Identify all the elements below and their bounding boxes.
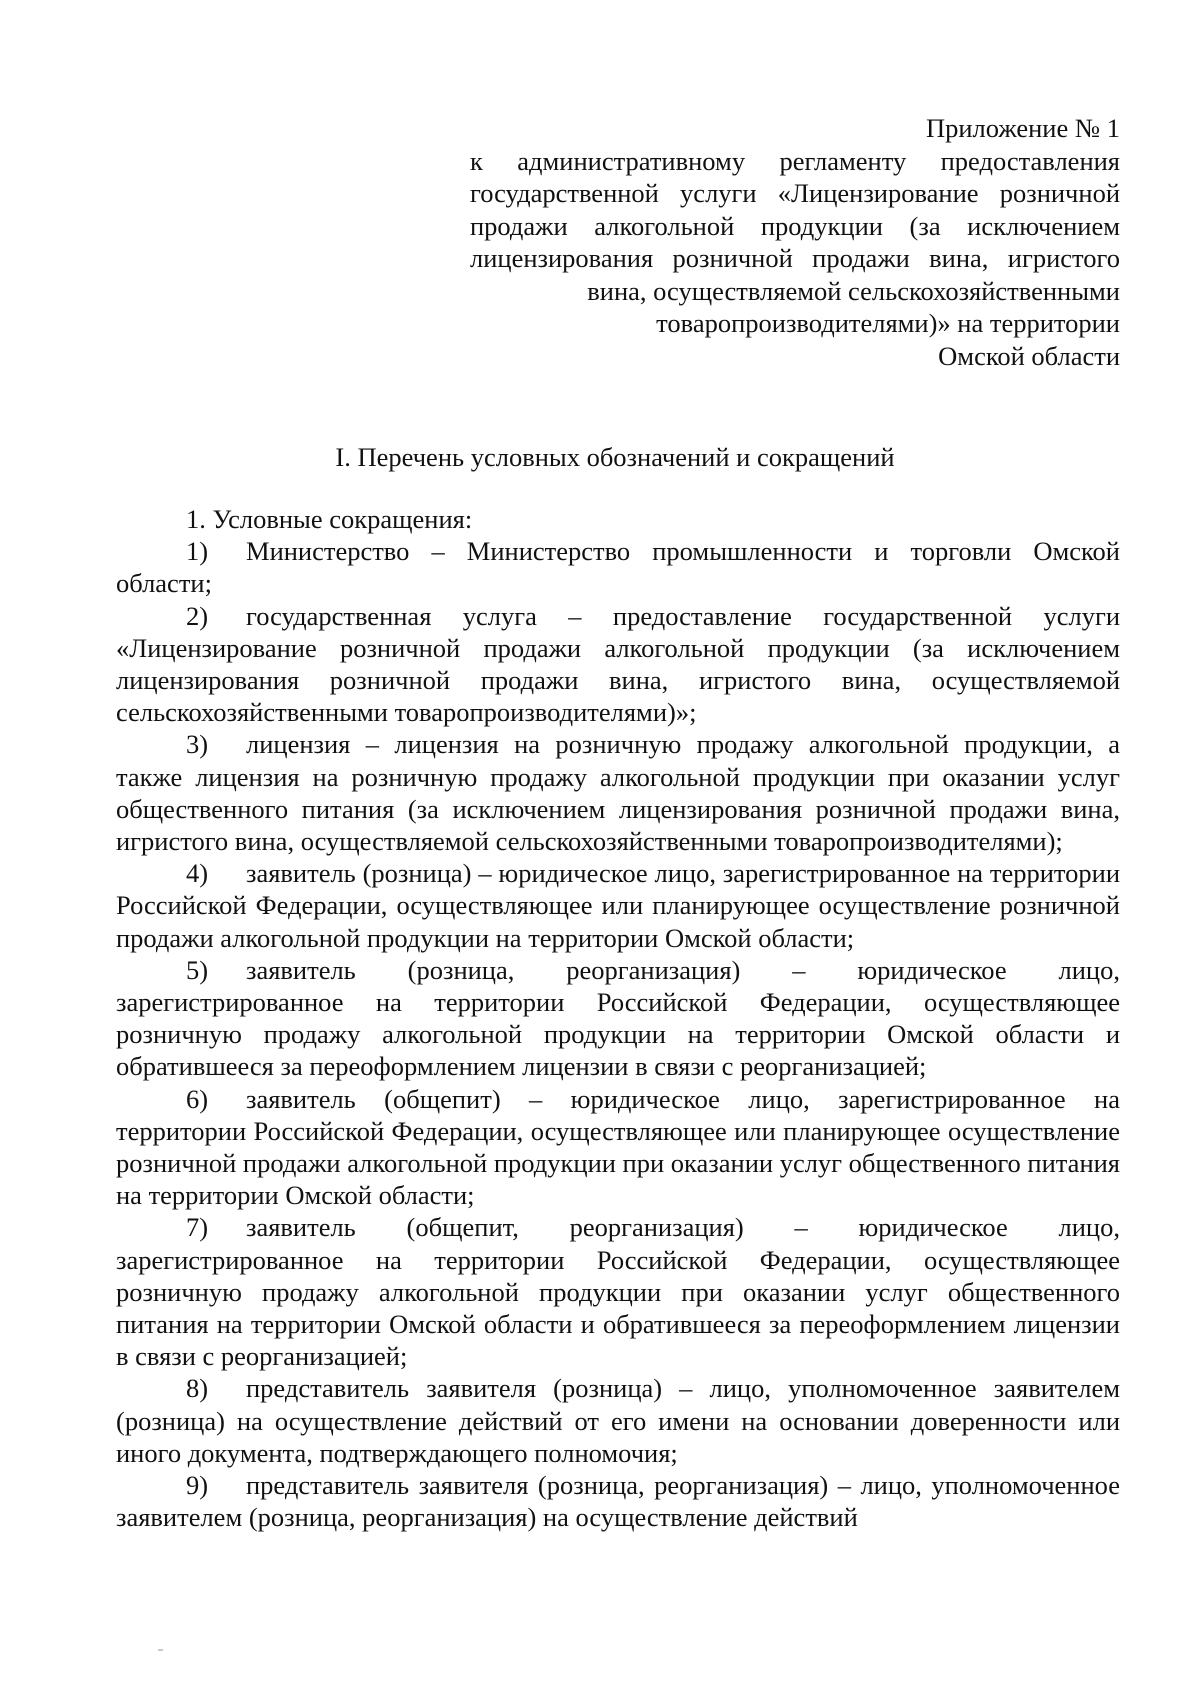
item-text: заявитель (общепит) – юридическое лицо, зарегистрированное на территории Российской Федерации, осуществляющее или планирующее осуществление розничной продажи алкогольной продукции при оказании услуг общественного питания на территории Омской области;: [116, 1083, 1120, 1211]
item-text: представитель заявителя (розница) – лицо, уполномоченное заявителем (розница) на осуществление действий от его имени на основании доверенности или иного документа, подтверждающего полномочия;: [116, 1373, 1120, 1468]
item-text: заявитель (общепит, реорганизация) – юридическое лицо, зарегистрированное на территории Российской Федерации, осуществляющее розничную продажу алкогольной продукции при оказании услуг общественного питания на территории Омской области и обратившееся за переоформлением лицензии в связи с реорганизацией;: [116, 1212, 1120, 1372]
list-item: [116, 600, 1120, 729]
list-item: [116, 1211, 1120, 1372]
annex-line: вина, осуществляемой сельскохозяйственными: [587, 275, 1120, 306]
annex-line: лицензирования розничной продажи вина, игристого: [470, 243, 1120, 273]
list-item: [116, 1469, 1120, 1533]
annex-title: Приложение № 1: [925, 113, 1120, 143]
annex-line: товаропроизводителями)» на территории: [656, 308, 1120, 338]
item-number: 8): [186, 1373, 209, 1404]
list-item: [116, 1083, 1120, 1212]
subsection-title: 1. Условные сокращения:: [186, 504, 473, 534]
list-item: [116, 728, 1120, 857]
definitions-list: [116, 503, 1120, 1534]
item-number: 7): [186, 1212, 209, 1243]
annex-line: к административному регламенту предоставления: [470, 145, 1120, 176]
item-text: Министерство – Министерство промышленности и торговли Омской области;: [116, 536, 1120, 599]
list-item: [116, 954, 1120, 1083]
item-text: лицензия – лицензия на розничную продажу алкогольной продукции, а также лицензия на розничную продажу алкогольной продукции при оказании услуг общественного питания (за исключением лицензирования розничной продажи вина, игристого вина, осуществляемой сельскохозяйственными товаропроизводителями);: [116, 729, 1120, 857]
item-number: 6): [186, 1083, 209, 1114]
item-number: 3): [186, 729, 209, 760]
list-item: [116, 535, 1120, 599]
annex-header: [470, 112, 1120, 372]
item-number: 5): [186, 954, 209, 985]
annex-line: государственной услуги «Лицензирование розничной: [470, 178, 1120, 208]
item-number: 2): [186, 600, 209, 631]
item-number: 1): [186, 536, 209, 567]
item-text: представитель заявителя (розница, реорганизация) – лицо, уполномоченное заявителем (розница, реорганизация) на осуществление действий: [116, 1470, 1120, 1533]
list-item: [116, 1372, 1120, 1469]
section-heading: I. Перечень условных обозначений и сокращений: [335, 442, 895, 472]
item-number: 4): [186, 858, 209, 889]
item-text: государственная услуга – предоставление государственной услуги «Лицензирование розничной продажи алкогольной продукции (за исключением лицензирования розничной продажи вина, игристого вина, осуществляемой сельскохозяйственными товаропроизводителями)»;: [116, 600, 1120, 728]
item-number: 9): [186, 1470, 209, 1501]
scan-artifact: [158, 1649, 163, 1651]
annex-line: Омской области: [938, 340, 1120, 371]
item-text: заявитель (розница) – юридическое лицо, зарегистрированное на территории Российской Федерации, осуществляющее или планирующее осуществление розничной продажи алкогольной продукции на территории Омской области;: [116, 858, 1120, 953]
list-item: [116, 857, 1120, 954]
item-text: заявитель (розница, реорганизация) – юридическое лицо, зарегистрированное на территории Российской Федерации, осуществляющее розничную продажу алкогольной продукции на территории Омской области и обратившееся за переоформлением лицензии в связи с реорганизацией;: [116, 954, 1120, 1082]
annex-line: продажи алкогольной продукции (за исключением: [470, 210, 1120, 241]
